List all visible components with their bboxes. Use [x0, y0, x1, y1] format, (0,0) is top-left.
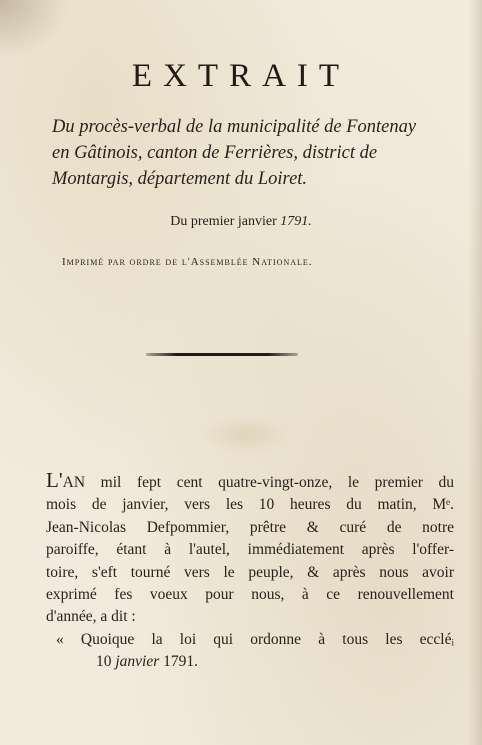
imprint-notice: Imprimé par ordre de l'Assemblée Nationale. — [62, 256, 313, 268]
subtitle-line: Du procès-verbal de la municipalité de Fontenay — [52, 117, 417, 137]
page-corner-shadow — [0, 0, 70, 60]
document-title: EXTRAIT — [131, 58, 351, 94]
body-line: toire, s'eft tourné vers le peuple, & après nous avoir — [46, 563, 454, 581]
first-line-text: AN mil fept cent quatre-vingt-onze, le premier du — [62, 474, 454, 491]
body-line — [46, 469, 454, 494]
footer-date-day: 10 — [96, 653, 112, 671]
body-line: Jean-Nicolas Defpommier, prêtre & curé de notre — [46, 518, 454, 536]
body-paragraph — [46, 469, 454, 674]
subtitle-line: Montargis, département du Loiret. — [52, 169, 308, 189]
paper-stain — [200, 415, 290, 455]
footer-date-year: 1791. — [163, 653, 199, 671]
date-prefix: Du premier janvier — [170, 214, 277, 229]
document-subtitle — [52, 114, 462, 192]
footer-date-month: janvier — [115, 653, 160, 671]
page-edge-shadow — [468, 0, 482, 745]
date-year: 1791. — [280, 214, 312, 229]
body-line: d'année, a dit : — [46, 608, 136, 626]
body-line: mois de janvier, vers les 10 heures du matin, Mᵉ. — [46, 496, 454, 514]
quote-line: « Quoique la loi qui ordonne à tous les eccléᵢ — [56, 630, 454, 648]
footer-date-line — [46, 651, 454, 673]
dropcap: L' — [46, 468, 63, 492]
subtitle-line: en Gâtinois, canton de Ferrières, district de — [52, 143, 378, 163]
body-line: paroiffe, étant à l'autel, immédiatement après l'offer- — [46, 541, 454, 559]
body-line: exprimé fes voeux pour nous, à ce renouvellement — [46, 586, 454, 604]
section-divider — [146, 353, 298, 356]
document-date — [0, 214, 482, 230]
